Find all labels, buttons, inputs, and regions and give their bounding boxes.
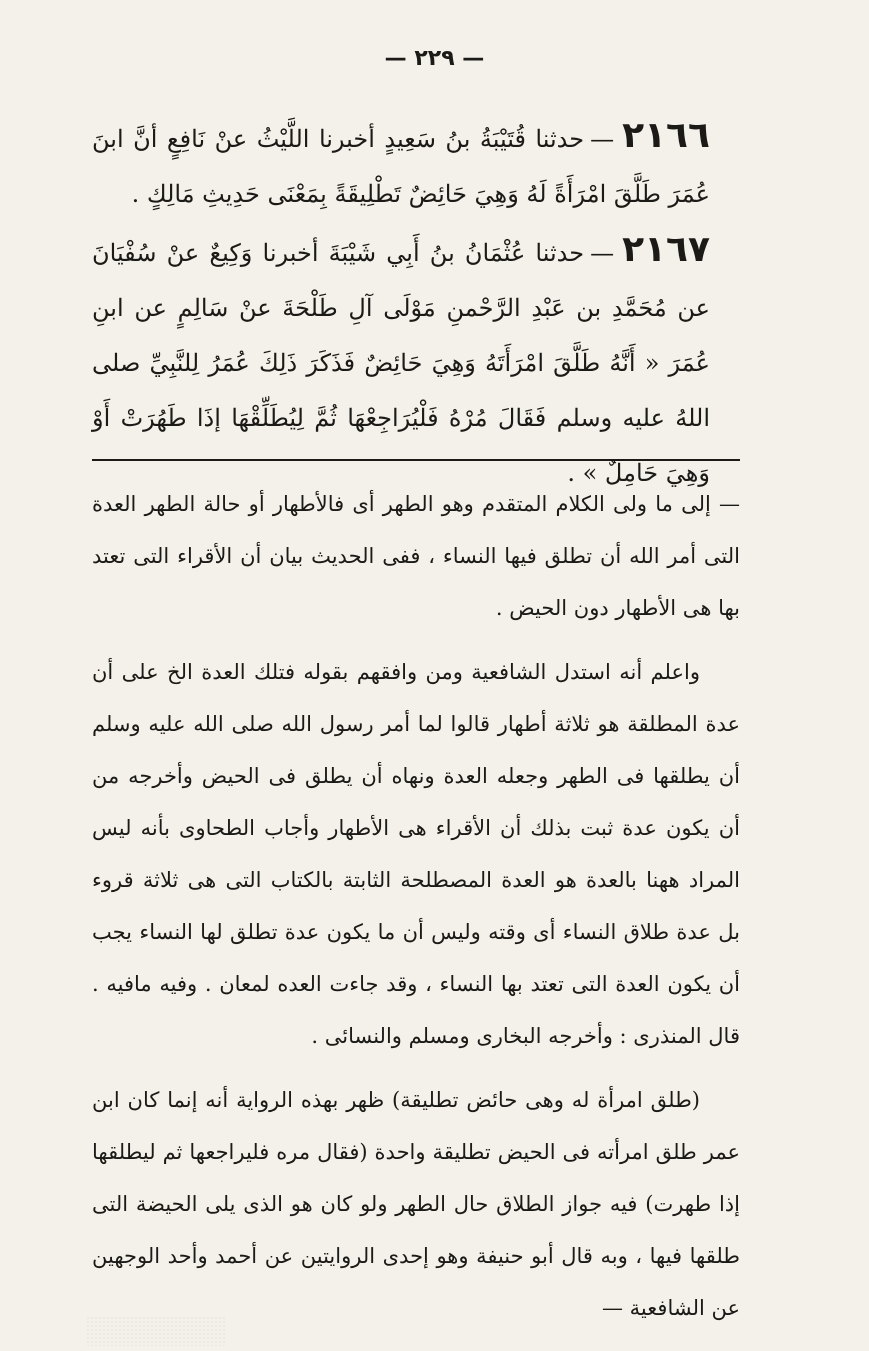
hadith-2166 (92, 108, 710, 222)
hadith-number: ٢١٦٧ (622, 229, 710, 270)
footnote-divider (92, 459, 740, 461)
scan-artifact (86, 1316, 226, 1346)
hadith-section (92, 108, 710, 501)
hadith-text: حدثنا عُثْمَانُ بنُ أَبِي شَيْبَةَ أخبرنا وَكِيعٌ عنْ سُفْيَانَ عن مُحَمَّدِ بن عَبْدِ الرَّحْمنِ مَوْلَى آلِ طَلْحَةَ عنْ سَالِمٍ عن ابنِ عُمَرَ « أَنَّهُ طَلَّقَ امْرَأَتَهُ وَهِيَ حَائِضٌ فَذَكَرَ ذَلِكَ عُمَرُ لِلنَّبِيِّ صلى اللهُ عليه وسلم فَقَالَ مُرْهُ فَلْيُرَاجِعْهَا ثُمَّ لِيُطَلِّقْهَا إذَا طَهُرَتْ أَوْ وَهِيَ حَامِلٌ » . (92, 239, 710, 487)
dash: — (590, 239, 615, 267)
commentary-section (92, 478, 740, 1346)
commentary-paragraph: (طلق امرأة له وهى حائض تطليقة) ظهر بهذه الرواية أنه إنما كان ابن عمر طلق امرأته فى الحيض تطليقة واحدة (فقال مره فليراجعها ثم ليطلقها إذا طهرت) فيه جواز الطلاق حال الطهر ولو كان هو الذى يلى الحيضة التى طلقها فيها ، وبه قال أبو حنيفة وهو إحدى الروايتين عن أحمد وأحد الوجهين عن الشافعية — (92, 1088, 741, 1320)
hadith-text: حدثنا قُتَيْبَةُ بنُ سَعِيدٍ أخبرنا اللَّيْثُ عنْ نَافِعٍ أنَّ ابنَ عُمَرَ طَلَّقَ امْرَأَةً لَهُ وَهِيَ حَائِضٌ تَطْلِيقَةً بِمَعْنَى حَدِيثِ مَالِكٍ . (92, 125, 710, 208)
hadith-number: ٢١٦٦ (622, 115, 710, 156)
page-number: — ٢٢٩ — (384, 46, 485, 71)
commentary-paragraph: — إلى ما ولى الكلام المتقدم وهو الطهر أى فالأطهار أو حالة الطهر العدة التى أمر الله أن تطلق فيها النساء ، ففى الحديث بيان أن الأقراء التى تعتد بها هى الأطهار دون الحيض . (92, 492, 740, 620)
dash: — (590, 125, 615, 153)
commentary-paragraph: واعلم أنه استدل الشافعية ومن وافقهم بقوله فتلك العدة الخ على أن عدة المطلقة هو ثلاثة أطهار قالوا لما أمر رسول الله صلى الله عليه وسلم أن يطلقها فى الطهر وجعله العدة ونهاه أن يطلق فى الحيض وأخرجه من أن يكون عدة ثبت بذلك أن الأقراء هى الأطهار وأجاب الطحاوى بأنه ليس المراد ههنا بالعدة هو العدة المصطلحة الثابتة بالكتاب التى هى ثلاثة قروء بل عدة طلاق النساء أى وقته وليس أن ما يكون عدة تطلق لها النساء يجب أن يكون العدة التى تعتد بها النساء ، وقد جاءت العده لمعان . وفيه مافيه . قال المنذرى : وأخرجه البخارى ومسلم والنسائى . (92, 660, 740, 1048)
